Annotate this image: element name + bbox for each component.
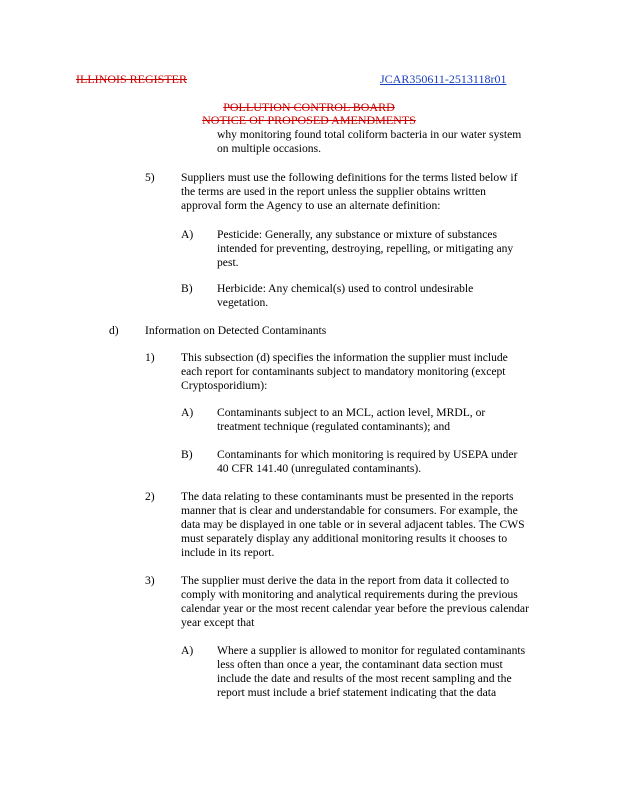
paragraph-line: report must include a brief statement indicating that the data — [217, 686, 497, 699]
paragraph-line: less often than once a year, the contaminant data section must — [217, 658, 503, 671]
item-marker: 1) — [145, 351, 155, 364]
continuation-line: why monitoring found total coliform bacteria in our water system — [217, 128, 522, 141]
paragraph-line: Where a supplier is allowed to monitor for regulated contaminants — [217, 644, 526, 657]
item-marker: 5) — [145, 171, 155, 184]
section-heading: Information on Detected Contaminants — [145, 324, 327, 337]
section-marker: d) — [109, 324, 119, 337]
paragraph-line: include in its report. — [181, 546, 275, 559]
paragraph-line: must separately display any additional monitoring results it chooses to — [181, 532, 508, 545]
paragraph-line: approval form the Agency to use an alternate definition: — [181, 199, 441, 212]
paragraph-line: pest. — [217, 256, 239, 269]
paragraph-line: manner that is clear and understandable for consumers. For example, the — [181, 504, 518, 517]
subitem-marker: A) — [181, 644, 194, 657]
subitem-marker: B) — [181, 448, 193, 461]
item-marker: 3) — [145, 574, 155, 587]
paragraph-line: year except that — [181, 616, 255, 629]
paragraph-line: Pesticide: Generally, any substance or mixture of substances — [217, 228, 497, 241]
continuation-line: on multiple occasions. — [217, 142, 322, 155]
paragraph-line: comply with monitoring and analytical requirements during the previous — [181, 588, 518, 601]
paragraph-line: Contaminants for which monitoring is required by USEPA under — [217, 448, 518, 461]
paragraph-line: data may be displayed in one table or in several adjacent tables. The CWS — [181, 518, 525, 531]
paragraph-line: This subsection (d) specifies the information the supplier must include — [181, 351, 508, 364]
paragraph-line: each report for contaminants subject to mandatory monitoring (except — [181, 365, 506, 378]
paragraph-line: Suppliers must use the following definitions for the terms listed below if — [181, 171, 518, 184]
item-marker: 2) — [145, 490, 155, 503]
paragraph-line: treatment technique (regulated contaminants); and — [217, 420, 451, 433]
subitem-marker: B) — [181, 282, 193, 295]
paragraph-line: Cryptosporidium): — [181, 379, 268, 392]
paragraph-line: The supplier must derive the data in the report from data it collected to — [181, 574, 510, 587]
paragraph-line: Herbicide: Any chemical(s) used to control undesirable — [217, 282, 474, 295]
paragraph-line: The data relating to these contaminants must be presented in the reports — [181, 490, 514, 503]
paragraph-line: vegetation. — [217, 296, 269, 309]
paragraph-line: include the date and results of the most recent sampling and the — [217, 672, 512, 685]
paragraph-line: intended for preventing, destroying, repelling, or mitigating any — [217, 242, 514, 255]
subitem-marker: A) — [181, 228, 194, 241]
paragraph-line: the terms are used in the report unless the supplier obtains written — [181, 185, 486, 198]
header-board-title: POLLUTION CONTROL BOARD — [223, 100, 395, 114]
header-register: ILLINOIS REGISTER — [76, 72, 187, 86]
header-notice-title: NOTICE OF PROPOSED AMENDMENTS — [202, 113, 416, 127]
paragraph-line: Contaminants subject to an MCL, action level, MRDL, or — [217, 406, 486, 419]
subitem-marker: A) — [181, 406, 194, 419]
header-jcar-code: JCAR350611-2513118r01 — [380, 72, 507, 86]
paragraph-line: 40 CFR 141.40 (unregulated contaminants). — [217, 462, 422, 475]
paragraph-line: calendar year or the most recent calendar year before the previous calendar — [181, 602, 529, 615]
